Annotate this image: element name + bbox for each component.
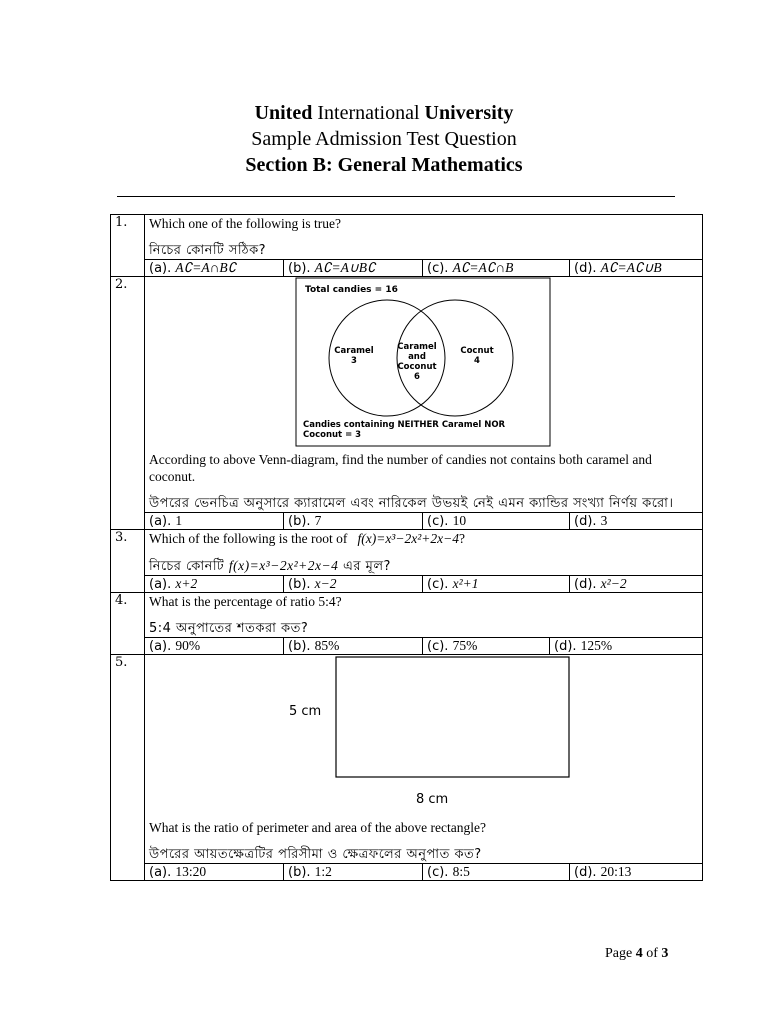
options-row bbox=[111, 513, 703, 530]
option-a[interactable]: (a). 90% bbox=[145, 638, 284, 654]
venn-left-label: Caramel bbox=[334, 346, 374, 356]
option-a[interactable]: (a). 1 bbox=[145, 513, 284, 529]
question-text: Which of the following is the root of f(x)=x³−2x²+2x−4? bbox=[149, 531, 465, 546]
options-row bbox=[111, 638, 703, 655]
venn-right-value: 4 bbox=[474, 356, 480, 366]
question-row bbox=[111, 277, 703, 513]
venn-diagram bbox=[149, 277, 698, 447]
option-d[interactable]: (d). 125% bbox=[554, 638, 613, 654]
venn-left-value: 3 bbox=[351, 356, 357, 366]
document-header bbox=[0, 100, 768, 178]
question-number: 2. bbox=[111, 277, 145, 530]
rectangle-graphic bbox=[259, 655, 699, 811]
question-row bbox=[111, 215, 703, 260]
question-text: What is the percentage of ratio 5:4? bbox=[149, 594, 342, 609]
option-c[interactable]: (c). 75% bbox=[423, 638, 550, 654]
page-number: Page 4 of 3 bbox=[605, 946, 669, 961]
option-c[interactable]: (c). 10 bbox=[423, 513, 570, 529]
venn-mid-value: 6 bbox=[414, 372, 420, 382]
section-title: Section B: General Mathematics bbox=[245, 154, 523, 176]
venn-total: Total candies = 16 bbox=[305, 285, 398, 295]
questions-table bbox=[110, 214, 703, 881]
option-d[interactable]: (d). x²−2 bbox=[574, 576, 627, 592]
question-text-bangla: উপরের ভেনচিত্র অনুসারে ক্যারামেল এবং নারিকেল উভয়ই নেই এমন ক্যান্ডির সংখ্যা নির্ণয় করো। bbox=[149, 496, 674, 511]
question-number: 1. bbox=[111, 215, 145, 277]
rectangle-height-label: 5 cm bbox=[289, 704, 322, 719]
venn-right-label: Cocnut bbox=[460, 346, 494, 356]
option-a[interactable]: (a). A∁=A∩B∁ bbox=[145, 260, 284, 276]
option-d[interactable]: (d). 3 bbox=[574, 513, 608, 529]
options-row bbox=[111, 864, 703, 881]
question-text-bangla: নিচের কোনটি সঠিক? bbox=[149, 243, 267, 258]
option-c[interactable]: (c). A∁=A∁∩B bbox=[423, 260, 570, 276]
question-formula: f(x)=x³−2x²+2x−4 bbox=[357, 531, 459, 546]
option-b[interactable]: (b). 7 bbox=[284, 513, 423, 529]
question-row bbox=[111, 593, 703, 638]
option-c[interactable]: (c). x²+1 bbox=[423, 576, 570, 592]
venn-mid-label-3: Coconut bbox=[397, 362, 437, 372]
venn-diagram-graphic bbox=[295, 277, 551, 447]
question-number: 4. bbox=[111, 593, 145, 655]
question-number: 5. bbox=[111, 655, 145, 881]
option-b[interactable]: (b). 1:2 bbox=[284, 864, 423, 880]
option-b[interactable]: (b). x−2 bbox=[284, 576, 423, 592]
option-c[interactable]: (c). 8:5 bbox=[423, 864, 570, 880]
question-number: 3. bbox=[111, 530, 145, 593]
question-text-bangla: উপরের আয়তক্ষেত্রটির পরিসীমা ও ক্ষেত্রফলের অনুপাত কত? bbox=[149, 847, 482, 862]
question-row bbox=[111, 655, 703, 864]
option-a[interactable]: (a). x+2 bbox=[145, 576, 284, 592]
question-text: What is the ratio of perimeter and area of the above rectangle? bbox=[149, 820, 486, 835]
question-text-bangla: 5:4 অনুপাতের শতকরা কত? bbox=[149, 621, 309, 636]
rectangle-figure bbox=[149, 655, 698, 815]
question-text: According to above Venn-diagram, find the number of candies not contains both caramel and coconut. bbox=[149, 452, 652, 484]
question-text-bangla: নিচের কোনটি f(x)=x³−2x²+2x−4 এর মূল? bbox=[149, 558, 391, 574]
header-divider bbox=[117, 196, 675, 197]
option-a[interactable]: (a). 13:20 bbox=[145, 864, 284, 880]
university-name: United International University bbox=[254, 102, 514, 124]
option-d[interactable]: (d). 20:13 bbox=[574, 864, 632, 880]
test-title: Sample Admission Test Question bbox=[251, 128, 517, 150]
question-text: Which one of the following is true? bbox=[149, 216, 341, 231]
question-row bbox=[111, 530, 703, 576]
options-row bbox=[111, 576, 703, 593]
venn-mid-label-1: Caramel bbox=[397, 342, 437, 352]
venn-mid-label-2: and bbox=[408, 352, 426, 362]
options-row bbox=[111, 260, 703, 277]
rectangle-shape bbox=[336, 657, 569, 777]
option-b[interactable]: (b). 85% bbox=[284, 638, 423, 654]
venn-neither-1: Candies containing NEITHER Caramel NOR bbox=[303, 420, 506, 430]
rectangle-width-label: 8 cm bbox=[416, 792, 449, 807]
option-b[interactable]: (b). A∁=A∪B∁ bbox=[284, 260, 423, 276]
option-d[interactable]: (d). A∁=A∁∪B bbox=[574, 260, 662, 276]
venn-neither-2: Coconut = 3 bbox=[303, 430, 362, 440]
